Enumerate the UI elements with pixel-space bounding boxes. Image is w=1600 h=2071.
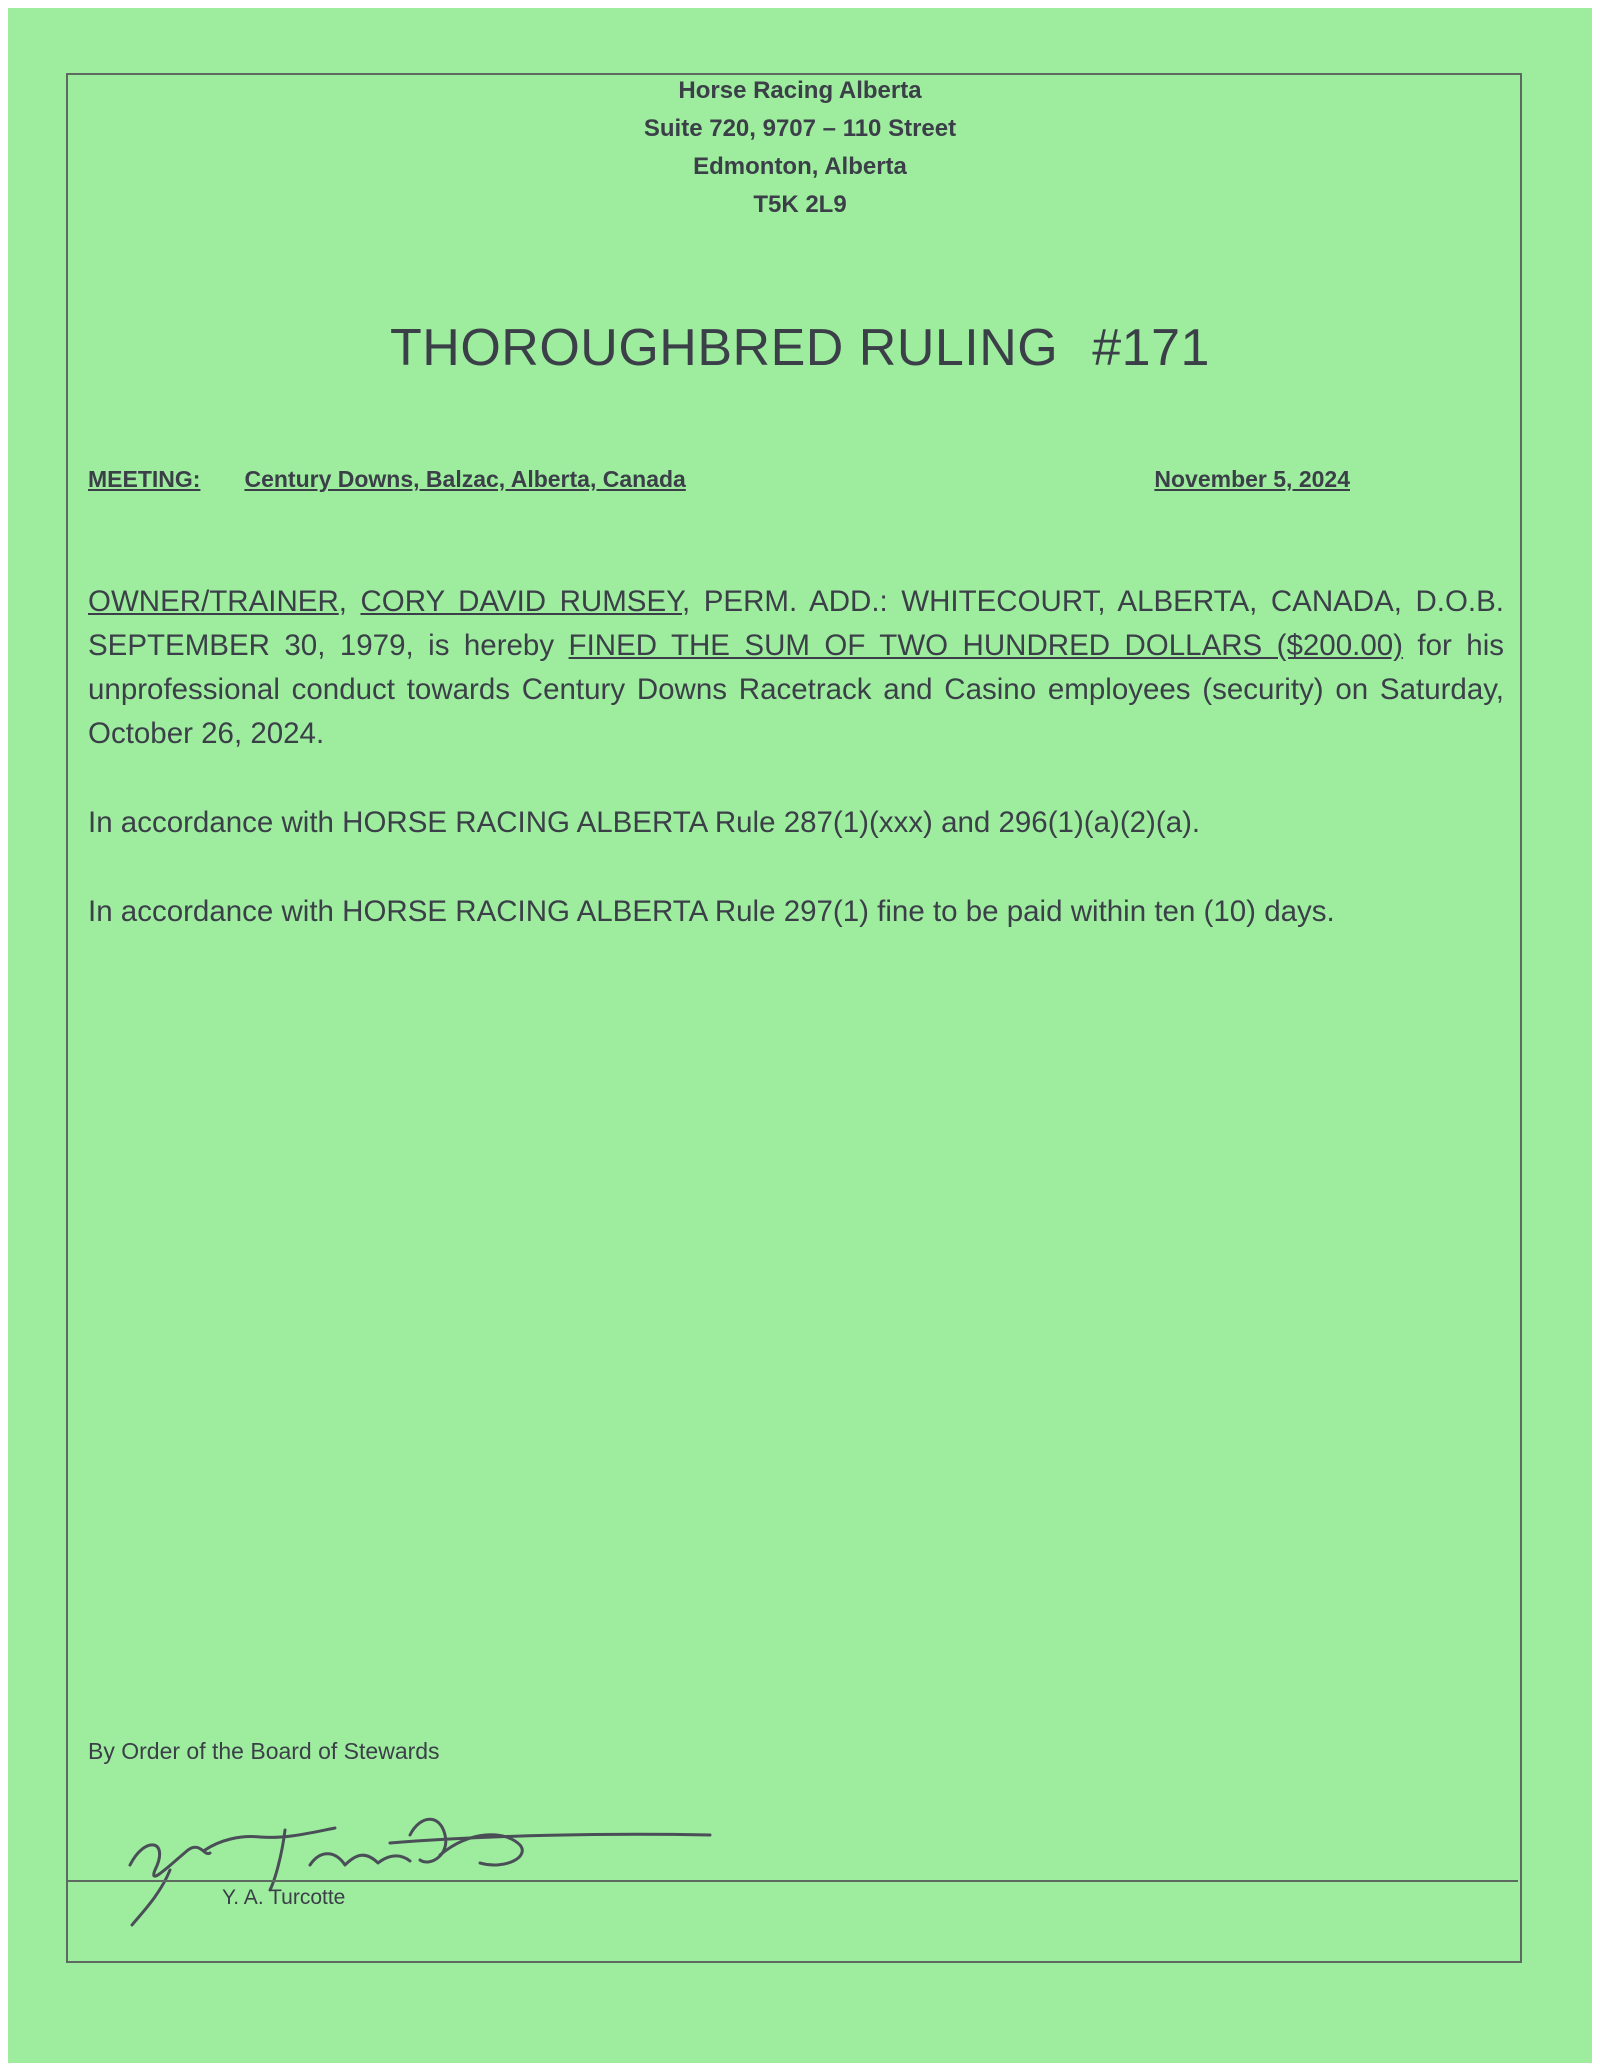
ruling-title [0,318,1600,378]
handwritten-signature [110,1795,760,1935]
rule-reference-paragraph: In accordance with HORSE RACING ALBERTA Rule 287(1)(xxx) and 296(1)(a)(2)(a). [88,806,1201,839]
ruling-number: #171 [1092,319,1210,377]
ruling-title-text: THOROUGHBRED RULING [390,319,1059,377]
licensee-name: CORY DAVID RUMSEY [360,585,683,618]
postal-code: T5K 2L9 [753,191,847,218]
licensee-role: OWNER/TRAINER [88,585,339,618]
meeting-line [88,466,1350,493]
signature-line [68,1880,1518,1882]
separator: , [338,585,361,618]
ruling-body [88,580,1504,979]
org-name: Horse Racing Alberta [678,77,922,104]
by-order-text: By Order of the Board of Stewards [88,1738,440,1764]
ruling-paragraph [88,580,1504,756]
address-line-2: Edmonton, Alberta [693,153,907,180]
address-and-dob: , PERM. ADD.: WHITECOURT, ALBERTA, CANADA, D.O.B. SEPTEMBER 30, 1979, is hereby [88,585,1504,662]
meeting-venue: Century Downs, Balzac, Alberta, Canada [244,466,686,492]
letterhead [0,72,1600,224]
ruling-date: November 5, 2024 [1154,466,1350,492]
meeting-label: MEETING: [88,466,201,492]
penalty-reason: for his unprofessional conduct towards Century Downs Racetrack and Casino employees (security) on Saturday, October 26, 2024. [88,629,1505,750]
signatory-name: Y. A. Turcotte [222,1886,346,1909]
payment-terms-paragraph: In accordance with HORSE RACING ALBERTA Rule 297(1) fine to be paid within ten (10) days. [88,895,1335,928]
address-line-1: Suite 720, 9707 – 110 Street [643,115,957,142]
penalty-text: FINED THE SUM OF TWO HUNDRED DOLLARS ($200.00) [568,629,1403,662]
